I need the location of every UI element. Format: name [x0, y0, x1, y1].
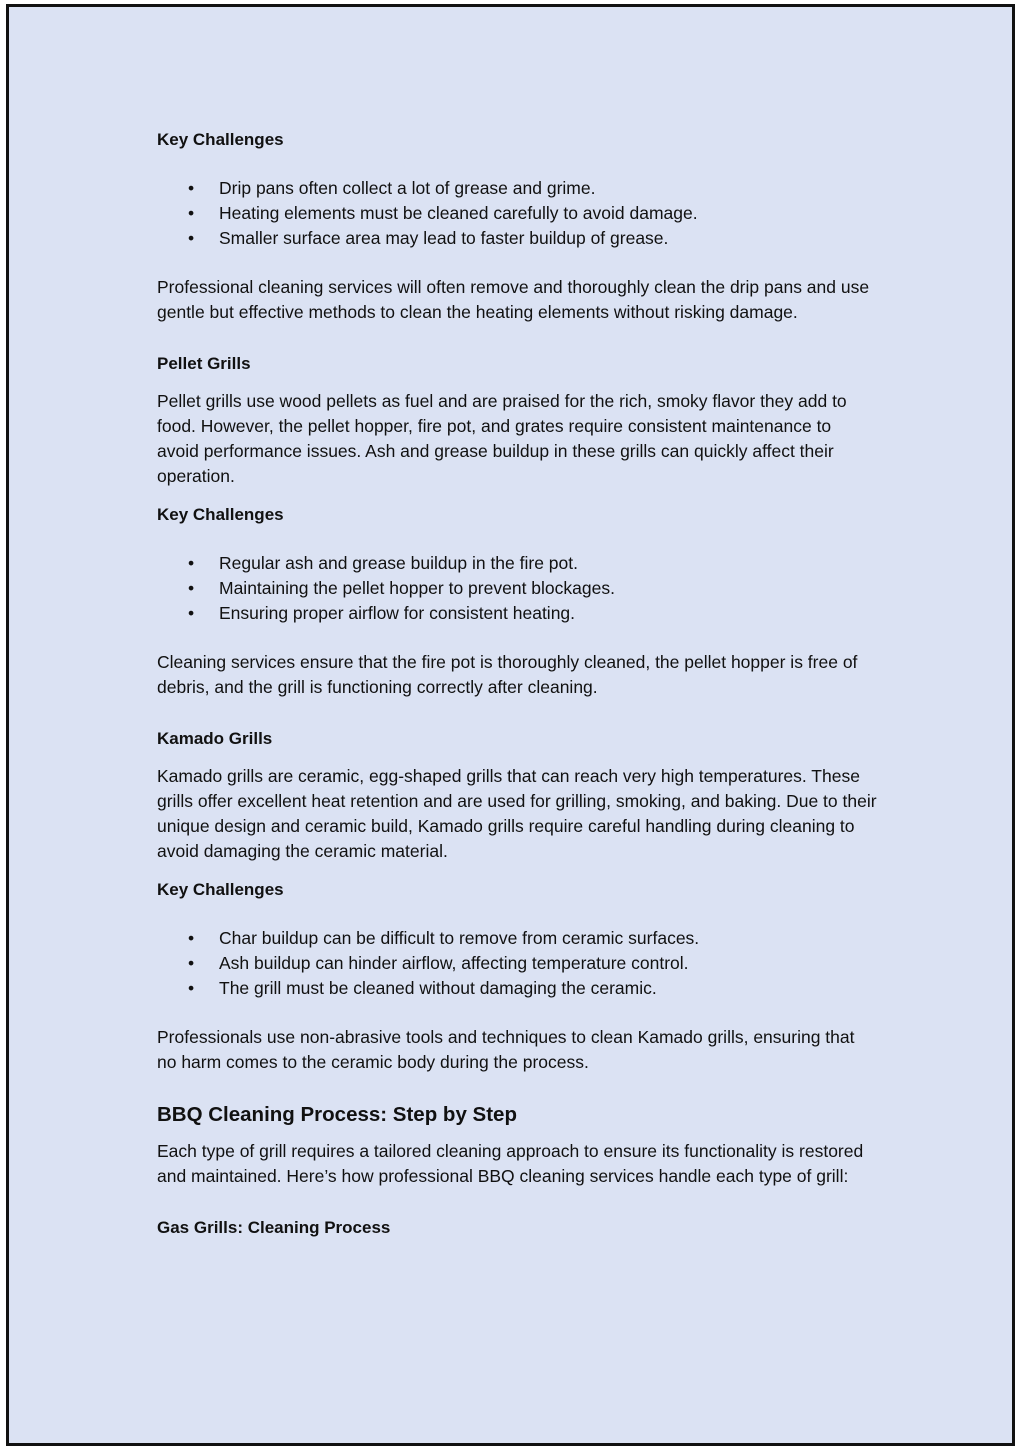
key-challenges-heading: Key Challenges	[157, 130, 284, 149]
bullet-icon: •	[188, 928, 195, 948]
paragraph: Professional cleaning services will often remove and thoroughly clean the drip pans and use gentle but effective methods to clean the heating elements without risking damage.	[157, 277, 870, 322]
list-item: • Char buildup can be difficult to remove from ceramic surfaces.	[157, 926, 877, 951]
paragraph: Kamado grills are ceramic, egg-shaped grills that can reach very high temperatures. These grills offer excellent heat retention and are used for grilling, smoking, and baking. Due to their unique design and ceramic build, Kamado grills require careful handling during cleaning to avoid damaging the ceramic material.	[157, 766, 877, 861]
list-item: • Ash buildup can hinder airflow, affecting temperature control.	[157, 951, 877, 976]
section-heading: Gas Grills: Cleaning Process	[157, 1218, 391, 1237]
section-heading: Pellet Grills	[157, 354, 251, 373]
list-item: • Drip pans often collect a lot of grease and grime.	[157, 176, 877, 201]
list-item: • Ensuring proper airflow for consistent heating.	[157, 601, 877, 626]
key-challenges-heading: Key Challenges	[157, 505, 284, 524]
key-challenges-heading: Key Challenges	[157, 880, 284, 899]
list-item: • Heating elements must be cleaned carefully to avoid damage.	[157, 201, 877, 226]
bullet-list	[157, 926, 877, 1001]
bullet-icon: •	[188, 978, 195, 998]
bullet-icon: •	[188, 553, 195, 573]
list-item: • The grill must be cleaned without damaging the ceramic.	[157, 976, 877, 1001]
paragraph: Each type of grill requires a tailored cleaning approach to ensure its functionality is restored and maintained. Here’s how professional BBQ cleaning services handle each type of grill:	[157, 1141, 864, 1186]
page-content	[157, 127, 877, 1240]
paragraph: Professionals use non-abrasive tools and techniques to clean Kamado grills, ensuring that no harm comes to the ceramic body during the process.	[157, 1027, 855, 1072]
section-title: BBQ Cleaning Process: Step by Step	[157, 1103, 517, 1126]
document-page	[6, 4, 1015, 1446]
paragraph: Pellet grills use wood pellets as fuel and are praised for the rich, smoky flavor they add to food. However, the pellet hopper, fire pot, and grates require consistent maintenance to avoid performance issues. Ash and grease buildup in these grills can quickly affect their operation.	[157, 391, 847, 486]
bullet-icon: •	[188, 953, 195, 973]
bullet-icon: •	[188, 178, 195, 198]
bullet-icon: •	[188, 228, 195, 248]
bullet-icon: •	[188, 203, 195, 223]
list-item: • Maintaining the pellet hopper to prevent blockages.	[157, 576, 877, 601]
bullet-icon: •	[188, 578, 195, 598]
bullet-list	[157, 551, 877, 626]
paragraph: Cleaning services ensure that the fire pot is thoroughly cleaned, the pellet hopper is free of debris, and the grill is functioning correctly after cleaning.	[157, 652, 858, 697]
list-item: • Regular ash and grease buildup in the fire pot.	[157, 551, 877, 576]
list-item: • Smaller surface area may lead to faster buildup of grease.	[157, 226, 877, 251]
bullet-list	[157, 176, 877, 251]
section-heading: Kamado Grills	[157, 729, 273, 748]
bullet-icon: •	[188, 603, 195, 623]
